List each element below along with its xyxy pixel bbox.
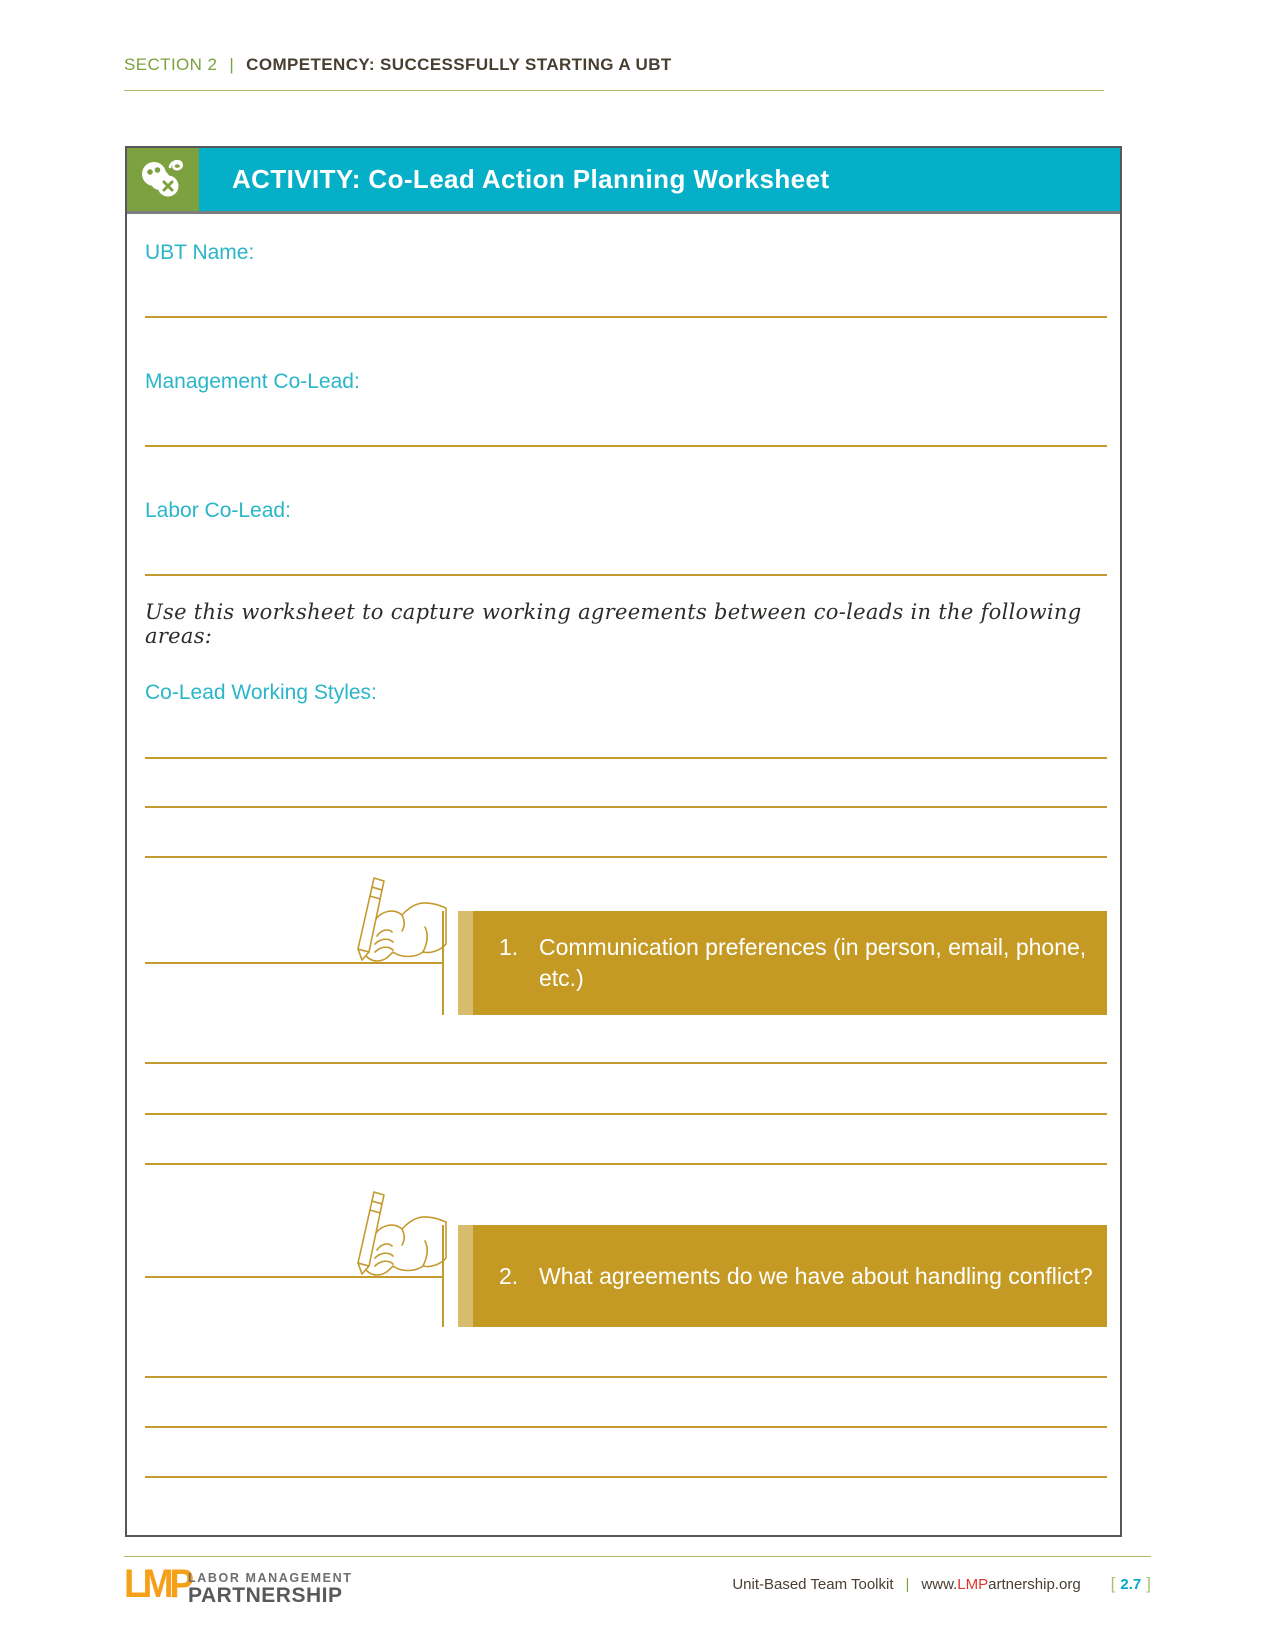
- competency-title: COMPETENCY: SUCCESSFULLY STARTING A UBT: [246, 55, 672, 74]
- page-number-badge: [1111, 1574, 1151, 1594]
- toolkit-name: Unit-Based Team Toolkit: [732, 1576, 894, 1593]
- logo-partnership: PARTNERSHIP: [188, 1584, 343, 1607]
- header-rule: [124, 90, 1104, 91]
- prompt-1-text: Communication preferences (in person, email, phone, etc.): [539, 934, 1087, 991]
- url-www: www.: [921, 1576, 958, 1593]
- prompt-1-banner: [458, 911, 1107, 1015]
- writing-line: [145, 1426, 1107, 1428]
- writing-line: [145, 806, 1107, 808]
- writing-line: [145, 445, 1107, 447]
- document-header: [124, 55, 672, 75]
- section-label: SECTION 2: [124, 55, 218, 74]
- url-rest: artnership.org: [988, 1576, 1081, 1593]
- instructions-text: Use this worksheet to capture working agreements between co-leads in the following areas:: [145, 600, 1082, 648]
- whistle-activity-icon: [137, 157, 189, 203]
- writing-line: [145, 856, 1107, 858]
- header-divider: |: [229, 55, 235, 74]
- writing-line: [145, 757, 1107, 759]
- page-number: 2.7: [1120, 1576, 1142, 1593]
- footer-divider: |: [905, 1576, 910, 1593]
- prompt-2-text: What agreements do we have about handling conflict?: [539, 1262, 1093, 1289]
- prompt-2-number: 2.: [499, 1262, 519, 1289]
- writing-line: [145, 316, 1107, 318]
- vertical-rule: [442, 911, 444, 1015]
- lmp-url[interactable]: [921, 1576, 1080, 1593]
- footer-rule: [124, 1556, 1151, 1557]
- lmp-logo: LMP: [124, 1561, 191, 1606]
- hand-writing-icon: [325, 874, 451, 966]
- field-label-labor-co-lead: Labor Co-Lead:: [145, 499, 291, 522]
- bracket-close: ]: [1146, 1574, 1151, 1593]
- hand-writing-icon: [325, 1188, 451, 1280]
- writing-line: [145, 1113, 1107, 1115]
- activity-icon-box: [127, 148, 199, 211]
- prompt-2-banner: [458, 1225, 1107, 1327]
- worksheet-title: ACTIVITY: Co-Lead Action Planning Worksheet: [232, 164, 830, 194]
- writing-line: [145, 574, 1107, 576]
- field-label-management-co-lead: Management Co-Lead:: [145, 370, 360, 393]
- writing-line: [145, 1163, 1107, 1165]
- working-styles-label: Co-Lead Working Styles:: [145, 681, 377, 704]
- worksheet-card: [125, 146, 1122, 1537]
- logo-labor-management: LABOR MANAGEMENT: [188, 1571, 353, 1585]
- vertical-rule: [442, 1225, 444, 1327]
- footer-right: [732, 1574, 1151, 1594]
- writing-line: [145, 1476, 1107, 1478]
- writing-line: [145, 1376, 1107, 1378]
- url-lmp: LMP: [957, 1576, 989, 1593]
- field-label-ubt-name: UBT Name:: [145, 241, 255, 264]
- prompt-1-number: 1.: [499, 934, 519, 960]
- worksheet-header-bar: [127, 148, 1120, 214]
- writing-line: [145, 1062, 1107, 1064]
- bracket-open: [: [1110, 1574, 1116, 1593]
